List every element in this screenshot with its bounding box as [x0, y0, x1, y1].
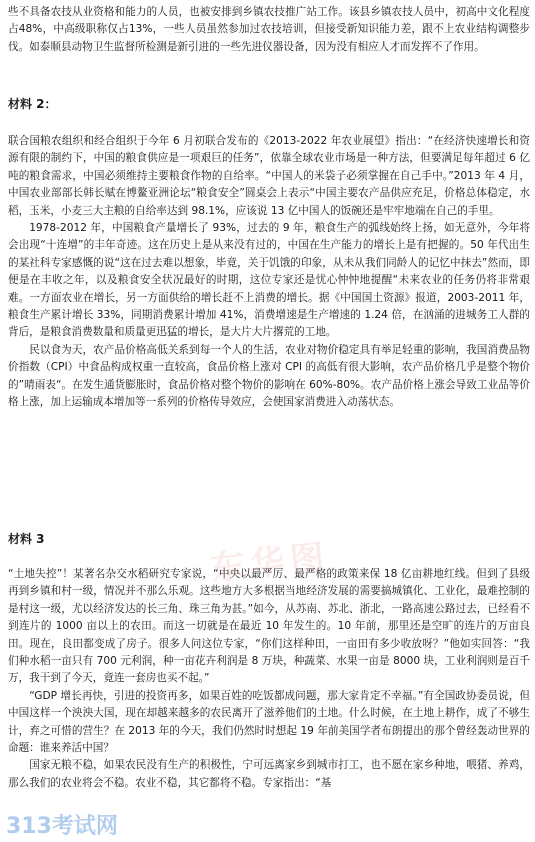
material-2-section	[8, 96, 530, 113]
material-3-heading: 材料 3	[8, 532, 45, 546]
material-3-section	[8, 531, 530, 548]
material-3-paragraph-2: “GDP 增长再快，引进的投资再多，如果百姓的吃饭都成问题，那大家肯定不幸福。”有全国政协委员说，但中国这样一个泱泱大国，现在却越来越多的农民离开了滋养他们的土地。什么时候，在土地上耕作，成了不够生计，弃之可惜的营生？在 2013 年的今天，我们仍然时时想起 19 年前美国学者布朗提出的那个曾经轰动世界的命题：谁来养活中国？	[8, 689, 530, 755]
material-2-body	[8, 133, 530, 412]
corner-watermark-logo: 313考试网	[6, 814, 118, 839]
material-2-heading: 材料 2：	[8, 97, 57, 111]
center-watermark: 东华图	[208, 536, 333, 590]
material-3-paragraph-1: “土地失控”！某著名杂交水稻研究专家说，“中央以最严厉、最严格的政策来保 18 亿亩耕地红线。但到了县级再到乡镇和村一级，情况并不那么乐观。这些地方大多根据当地经济发展的需要搞城镇化、工业化，最难控制的是村这一级，尤以经济发达的长三角、珠三角为甚。”如今，从苏南、苏北、浙北，一路高速公路过去，已经看不到连片的 1000 亩以上的农田。而这一切就是在最近 10 年发生的。10 年前，那里还是空旷的连片的万亩良田。现在，良田都变成了房子。很多人问这位专家，“你们这样种田，一亩田有多少收放呀？”他如实回答：“我们种水稻一亩只有 700 元利润，种一亩花卉利润是 8 万块，种蔬菜、水果一亩是 8000 块，工业利润则是百千万，我干到了今天，竟连一套房也买不起。”	[8, 568, 530, 685]
intro-paragraph: 些不具备农技从业资格和能力的人员，也被安排到乡镇农技推广站工作。该县乡镇农技人员中，初高中文化程度占48%，中高级职称仅占13%，一些人员虽然参加过农技培训，但接受新知识能力差，跟不上农业结构调整步伐。如泰顺县动物卫生监督所检测是新引进的一些先进仪器设备，因为没有相应人才而发挥不了作用。	[8, 6, 530, 53]
material-3-paragraph-3: 国家无粮不稳，如果农民没有生产的积极性，宁可远离家乡到城市打工，也不愿在家乡种地，喂猪、养鸡，那么我们的农业将会不稳。农业不稳，其它都将不稳。专家指出：“基	[8, 759, 530, 789]
material-2-paragraph-2: 1978-2012 年，中国粮食产量增长了 93%，过去的 9 年，粮食生产的弧线始终上扬，如无意外，今年将会出现“十连增”的丰年奇迹。这在历史上是从来没有过的，中国在生产能力的增长上是有把握的。50 年代出生的某社科专家感慨的说“这在过去难以想象，毕竟，关于饥饿的印象，从未从我们同龄人的记忆中抹去”然而，即便是在丰收之年，以及粮食安全状况最好的时期，这位专家还是忧心忡忡地提醒“未来农业的任务仍将非常艰难。一方面农业在增长，另一方面供给的增长赶不上消费的增长。据《中国国土资源》报道，2003-2011 年，粮食生产累计增长 33%，同期消费累计增加 41%，消费增速是生产增速的 1.24 倍，在汹涌的进城务工人群的背后，是粮食消费数量和质量更迅猛的增长，是大片大片撂荒的工地。	[8, 222, 530, 339]
material-2-paragraph-3: 民以食为天，农产品价格高低关系到每一个人的生活，农业对物价稳定具有举足轻重的影响，我国消费品物价指数（CPI）中食品构成权重一直较高，食品价格上涨对 CPI 的高低有很大影响，农产品价格几乎是整个物价的”晴雨表“。在发生通货膨胀时，食品价格对整个物价的影响在 60%-80%。农产品价格上涨会导致工业品等价格上涨，加上运输成本增加等一系列的价格传导效应，会使国家消费进入动荡状态。	[8, 343, 530, 409]
intro-block	[8, 4, 530, 56]
material-3-body	[8, 566, 530, 792]
material-2-paragraph-1: 联合国粮农组织和经合组织于今年 6 月初联合发布的《2013-2022 年农业展望》指出：“在经济快速增长和资源有限的制约下，中国的粮食供应是一项艰巨的任务”，依靠全球农业市场是一种方法，但要满足每年超过 6 亿吨的粮食需求，中国必须维持主要粮食作物的自给率。“中国人的米袋子必须掌握在自己手中。”2013 年 4 月，中国农业部部长韩长赋在博鳌亚洲论坛“粮食安全”圆桌会上表示“中国主要农产品供应充足，价格总体稳定，水稻，玉米，小麦三大主粮的自给率达到 98.1%，应该说 13 亿中国人的饭碗还是牢牢地端在自己的手里。	[8, 135, 530, 217]
